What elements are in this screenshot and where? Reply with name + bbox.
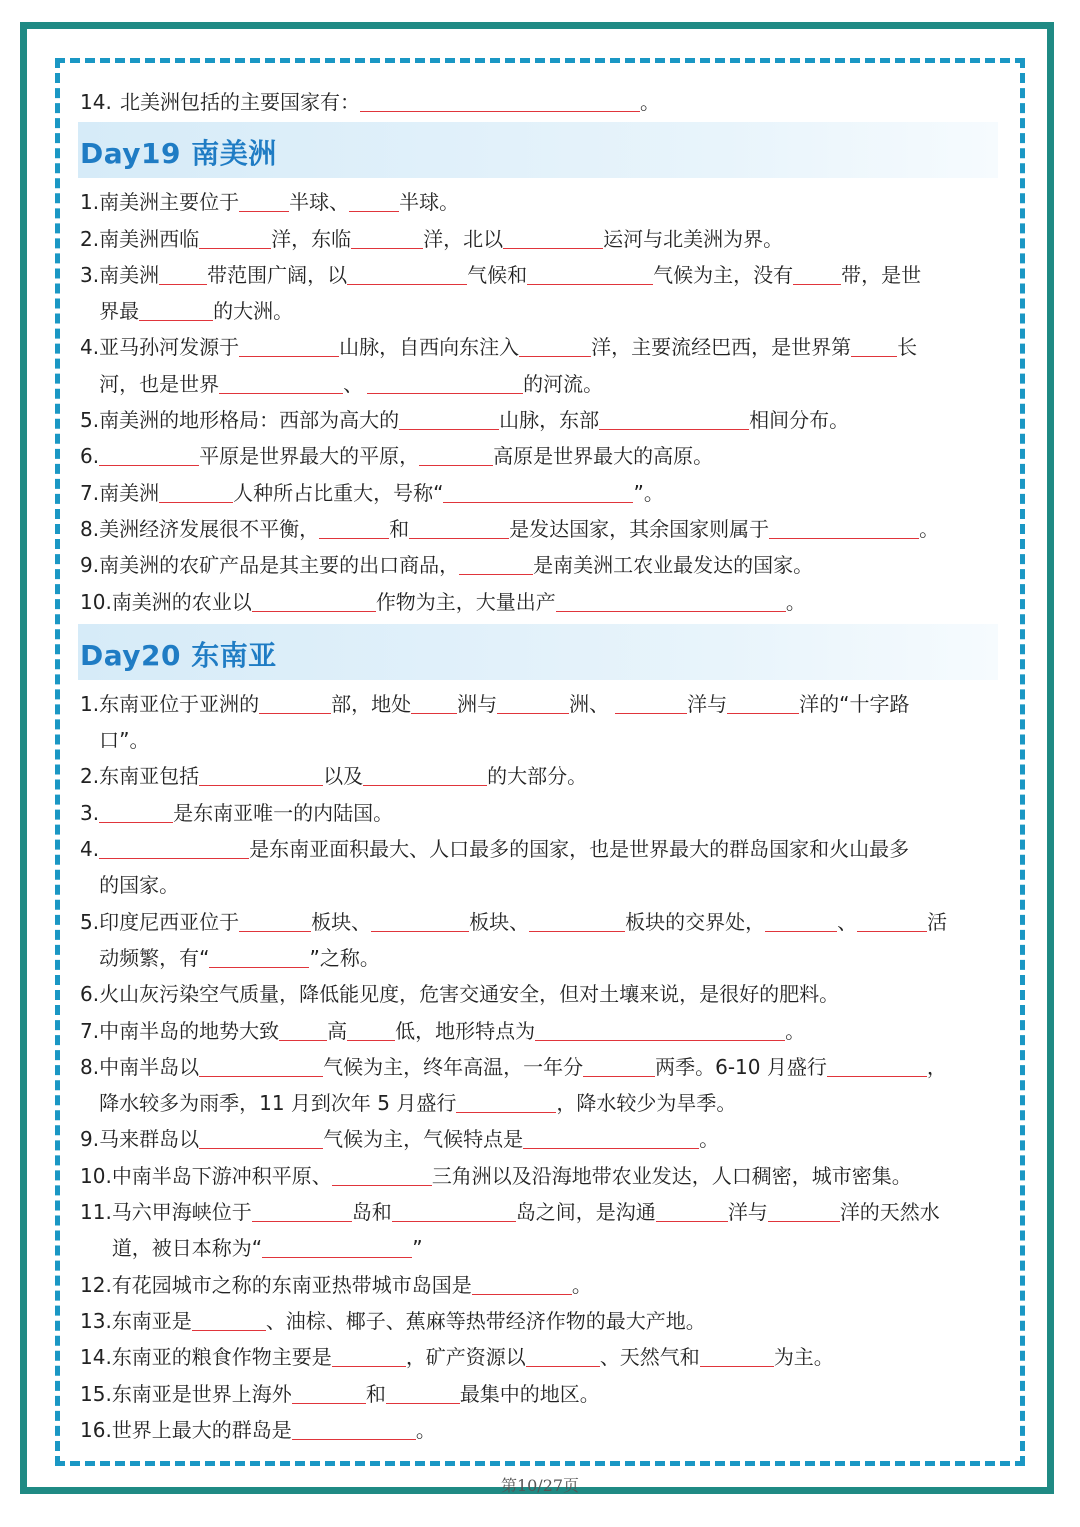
question-number: 5. bbox=[80, 408, 100, 433]
question-text: 和 bbox=[365, 1381, 386, 1406]
question-number: 1. bbox=[80, 691, 100, 716]
answer-blank[interactable] bbox=[851, 338, 897, 357]
question-text: 南美洲的农矿产品是其主要的出口商品， bbox=[99, 553, 460, 578]
question-text: 板块、 bbox=[469, 909, 530, 934]
question-item bbox=[80, 402, 1000, 438]
question-text: 南美洲的农业以 bbox=[111, 589, 252, 614]
question-text: 东南亚包括 bbox=[99, 764, 200, 789]
question-text: 洋，东临 bbox=[271, 226, 352, 251]
answer-blank[interactable] bbox=[332, 1167, 432, 1186]
question-text: 。 bbox=[699, 1127, 720, 1152]
answer-blank[interactable] bbox=[252, 593, 376, 612]
question-number: 10. bbox=[80, 1163, 112, 1188]
question-number: 15. bbox=[80, 1381, 112, 1406]
question-item bbox=[80, 1013, 1000, 1049]
answer-blank[interactable] bbox=[765, 913, 837, 932]
question-text: 人种所占比重大，号称“ bbox=[233, 480, 444, 505]
question-text: 两季。6-10 月盛行 bbox=[655, 1054, 827, 1079]
question-text: 洋的天然水 bbox=[839, 1200, 940, 1225]
question-item bbox=[80, 84, 1000, 120]
answer-blank[interactable] bbox=[519, 338, 591, 357]
question-text: 动频繁，有“ bbox=[99, 945, 210, 970]
section-heading-day19 bbox=[78, 122, 998, 178]
question-text: ，降水较少为旱季。 bbox=[556, 1091, 737, 1116]
question-number: 8. bbox=[80, 1054, 100, 1079]
question-text: 火山灰污染空气质量，降低能见度，危害交通安全，但对土壤来说，是很好的肥料。 bbox=[99, 982, 840, 1007]
question-item bbox=[80, 1158, 1000, 1194]
answer-blank[interactable] bbox=[199, 767, 323, 786]
answer-blank[interactable] bbox=[768, 1203, 840, 1222]
question-text: 洋与 bbox=[687, 691, 728, 716]
question-text: 气候为主，终年高温，一年分 bbox=[323, 1054, 584, 1079]
question-number: 3. bbox=[80, 800, 100, 825]
question-text: 河，也是世界 bbox=[99, 371, 220, 396]
answer-blank[interactable] bbox=[656, 1203, 728, 1222]
question-item bbox=[80, 1303, 1000, 1339]
question-text: 。 bbox=[785, 589, 806, 614]
question-text: 口”。 bbox=[99, 728, 150, 753]
question-number: 2. bbox=[80, 764, 100, 789]
answer-blank[interactable] bbox=[527, 266, 653, 285]
question-item bbox=[80, 1376, 1000, 1412]
answer-blank[interactable] bbox=[700, 1348, 774, 1367]
question-text: 部，地处 bbox=[331, 691, 412, 716]
question-number: 14. bbox=[80, 1345, 112, 1370]
question-text: 洋，北以 bbox=[423, 226, 504, 251]
answer-blank[interactable] bbox=[419, 447, 493, 466]
answer-blank[interactable] bbox=[259, 695, 331, 714]
answer-blank[interactable] bbox=[503, 230, 603, 249]
question-text: 亚马孙河发源于 bbox=[99, 335, 240, 360]
question-text: 洲与 bbox=[457, 691, 498, 716]
answer-blank[interactable] bbox=[456, 1094, 556, 1113]
question-number: 6. bbox=[80, 982, 100, 1007]
question-text: 、天然气和 bbox=[599, 1345, 700, 1370]
question-text: 世界上最大的群岛是 bbox=[111, 1417, 292, 1442]
question-text: 岛和 bbox=[351, 1200, 392, 1225]
question-text: 。 bbox=[415, 1417, 436, 1442]
question-text: ”。 bbox=[633, 480, 664, 505]
answer-blank[interactable] bbox=[599, 411, 749, 430]
question-number: 14. bbox=[80, 90, 112, 114]
answer-blank[interactable] bbox=[262, 1239, 412, 1258]
answer-blank[interactable] bbox=[409, 520, 509, 539]
answer-blank[interactable] bbox=[347, 266, 467, 285]
question-item bbox=[80, 547, 1000, 583]
answer-blank[interactable] bbox=[159, 266, 207, 285]
question-text: 是南美洲工农业最发达的国家。 bbox=[533, 553, 814, 578]
worksheet-content bbox=[80, 84, 1000, 1448]
question-text: 美洲经济发展很不平衡， bbox=[99, 516, 320, 541]
answer-blank[interactable] bbox=[392, 1203, 516, 1222]
question-number: 1. bbox=[80, 190, 100, 215]
question-item bbox=[80, 1267, 1000, 1303]
question-item bbox=[80, 184, 1000, 220]
answer-blank[interactable] bbox=[367, 375, 523, 394]
question-number: 6. bbox=[80, 444, 100, 469]
question-text: 北美洲包括的主要国家有： bbox=[120, 90, 360, 114]
question-text: 高原是世界最大的高原。 bbox=[493, 444, 714, 469]
question-text: 的河流。 bbox=[523, 371, 604, 396]
answer-blank[interactable] bbox=[349, 193, 399, 212]
answer-blank[interactable] bbox=[159, 484, 233, 503]
question-text: 为主。 bbox=[773, 1345, 834, 1370]
question-text: 道，被日本称为“ bbox=[111, 1236, 263, 1261]
question-number: 4. bbox=[80, 335, 100, 360]
question-text: 南美洲西临 bbox=[99, 226, 200, 251]
question-item bbox=[80, 584, 1000, 620]
answer-blank[interactable] bbox=[252, 1203, 352, 1222]
question-text: 东南亚是 bbox=[111, 1308, 192, 1333]
answer-blank[interactable] bbox=[556, 593, 786, 612]
question-item bbox=[80, 475, 1000, 511]
answer-blank[interactable] bbox=[99, 840, 249, 859]
answer-blank[interactable] bbox=[443, 484, 633, 503]
question-text: 、 bbox=[837, 909, 858, 934]
answer-blank[interactable] bbox=[727, 695, 799, 714]
answer-blank[interactable] bbox=[411, 695, 457, 714]
question-text: 中南半岛的地势大致 bbox=[99, 1018, 280, 1043]
question-text: 是东南亚面积最大、人口最多的国家，也是世界最大的群岛国家和火山最多 bbox=[249, 837, 910, 862]
question-number: 4. bbox=[80, 837, 100, 862]
question-text: 带，是世 bbox=[841, 262, 922, 287]
answer-blank[interactable] bbox=[199, 1130, 323, 1149]
answer-blank[interactable] bbox=[529, 913, 625, 932]
answer-blank[interactable] bbox=[351, 230, 423, 249]
answer-blank[interactable] bbox=[139, 302, 213, 321]
question-item bbox=[80, 257, 1000, 330]
question-number: 16. bbox=[80, 1417, 112, 1442]
question-item bbox=[80, 831, 1000, 904]
question-text: 。 bbox=[640, 90, 660, 114]
answer-blank[interactable] bbox=[99, 447, 199, 466]
question-number: 2. bbox=[80, 226, 100, 251]
question-number: 9. bbox=[80, 553, 100, 578]
question-text: 低，地形特点为 bbox=[395, 1018, 536, 1043]
question-text: 的大洲。 bbox=[213, 299, 294, 324]
answer-blank[interactable] bbox=[386, 1385, 460, 1404]
question-number: 13. bbox=[80, 1308, 112, 1333]
question-text: 气候为主，没有 bbox=[653, 262, 794, 287]
question-number: 8. bbox=[80, 516, 100, 541]
question-number: 5. bbox=[80, 909, 100, 934]
question-text: 东南亚的粮食作物主要是 bbox=[111, 1345, 332, 1370]
question-item bbox=[80, 1049, 1000, 1122]
question-text: 最集中的地区。 bbox=[459, 1381, 600, 1406]
answer-blank[interactable] bbox=[793, 266, 841, 285]
answer-blank[interactable] bbox=[319, 520, 389, 539]
answer-blank[interactable] bbox=[239, 338, 339, 357]
question-text: 洋与 bbox=[727, 1200, 768, 1225]
question-item bbox=[80, 795, 1000, 831]
question-text: 东南亚位于亚洲的 bbox=[99, 691, 260, 716]
question-number: 12. bbox=[80, 1272, 112, 1297]
answer-blank[interactable] bbox=[472, 1276, 572, 1295]
answer-blank[interactable] bbox=[209, 949, 309, 968]
answer-blank[interactable] bbox=[399, 411, 499, 430]
answer-blank[interactable] bbox=[857, 913, 927, 932]
question-item bbox=[80, 1194, 1000, 1267]
answer-blank[interactable] bbox=[332, 1348, 406, 1367]
answer-blank[interactable] bbox=[526, 1348, 600, 1367]
answer-blank[interactable] bbox=[827, 1058, 927, 1077]
question-text: ”之称。 bbox=[309, 945, 380, 970]
question-item bbox=[80, 221, 1000, 257]
question-number: 3. bbox=[80, 262, 100, 287]
question-number: 10. bbox=[80, 589, 112, 614]
question-text: 和 bbox=[389, 516, 410, 541]
question-text: 南美洲主要位于 bbox=[99, 190, 240, 215]
question-item bbox=[80, 1339, 1000, 1375]
question-text: 半球、 bbox=[289, 190, 350, 215]
question-item bbox=[80, 1121, 1000, 1157]
answer-blank[interactable] bbox=[99, 804, 173, 823]
question-text: 。 bbox=[785, 1018, 806, 1043]
question-text: 。 bbox=[919, 516, 940, 541]
answer-blank[interactable] bbox=[292, 1421, 416, 1440]
question-text: 活 bbox=[927, 909, 948, 934]
question-text: 山脉，东部 bbox=[499, 408, 600, 433]
question-text: 带范围广阔，以 bbox=[207, 262, 348, 287]
question-text: ， bbox=[926, 1054, 947, 1079]
answer-blank[interactable] bbox=[219, 375, 343, 394]
question-text: 平原是世界最大的平原， bbox=[199, 444, 420, 469]
question-text: 作物为主，大量出产 bbox=[375, 589, 556, 614]
answer-blank[interactable] bbox=[615, 695, 687, 714]
question-text: 长 bbox=[897, 335, 918, 360]
answer-blank[interactable] bbox=[239, 913, 311, 932]
question-text: 板块的交界处， bbox=[625, 909, 766, 934]
answer-blank[interactable] bbox=[363, 767, 487, 786]
question-text: 南美洲的地形格局：西部为高大的 bbox=[99, 408, 400, 433]
question-text: 气候为主，气候特点是 bbox=[323, 1127, 524, 1152]
question-text: 南美洲 bbox=[99, 480, 160, 505]
question-item bbox=[80, 976, 1000, 1012]
answer-blank[interactable] bbox=[371, 913, 469, 932]
question-text: 是发达国家，其余国家则属于 bbox=[509, 516, 770, 541]
question-text: 马来群岛以 bbox=[99, 1127, 200, 1152]
question-text: 东南亚是世界上海外 bbox=[111, 1381, 292, 1406]
question-text: 以及 bbox=[323, 764, 364, 789]
answer-blank[interactable] bbox=[239, 193, 289, 212]
answer-blank[interactable] bbox=[535, 1022, 785, 1041]
section-title: Day19 南美洲 bbox=[80, 137, 277, 171]
question-text: 是东南亚唯一的内陆国。 bbox=[173, 800, 394, 825]
question-text: ，矿产资源以 bbox=[405, 1345, 526, 1370]
question-text: 洲、 bbox=[569, 691, 610, 716]
question-item bbox=[80, 511, 1000, 547]
question-text: 相间分布。 bbox=[749, 408, 850, 433]
question-text: 高 bbox=[327, 1018, 348, 1043]
question-text: 山脉，自西向东注入 bbox=[339, 335, 520, 360]
question-text: 、油棕、椰子、蕉麻等热带经济作物的最大产地。 bbox=[265, 1308, 706, 1333]
answer-blank[interactable] bbox=[347, 1022, 395, 1041]
question-text: 、 bbox=[343, 371, 364, 396]
question-text: 气候和 bbox=[467, 262, 528, 287]
answer-blank[interactable] bbox=[459, 556, 533, 575]
section-title: Day20 东南亚 bbox=[80, 638, 277, 672]
question-text: 的国家。 bbox=[99, 873, 180, 898]
question-text: 马六甲海峡位于 bbox=[111, 1200, 252, 1225]
answer-blank[interactable] bbox=[583, 1058, 655, 1077]
question-number: 7. bbox=[80, 480, 100, 505]
question-item bbox=[80, 438, 1000, 474]
question-number: 9. bbox=[80, 1127, 100, 1152]
answer-blank[interactable] bbox=[279, 1022, 327, 1041]
question-item bbox=[80, 758, 1000, 794]
question-number: 11. bbox=[80, 1200, 112, 1225]
question-text: 半球。 bbox=[399, 190, 460, 215]
question-text: 界最 bbox=[99, 299, 140, 324]
answer-blank[interactable] bbox=[523, 1130, 699, 1149]
question-text: 南美洲 bbox=[99, 262, 160, 287]
answer-blank[interactable] bbox=[199, 1058, 323, 1077]
question-text: 降水较多为雨季，11 月到次年 5 月盛行 bbox=[99, 1091, 457, 1116]
question-text: 岛之间，是沟通 bbox=[515, 1200, 656, 1225]
question-text: 中南半岛以 bbox=[99, 1054, 200, 1079]
answer-blank[interactable] bbox=[497, 695, 569, 714]
section-heading-day20 bbox=[78, 624, 998, 680]
answer-blank[interactable] bbox=[360, 93, 640, 112]
question-text: 洋，主要流经巴西，是世界第 bbox=[591, 335, 852, 360]
answer-blank[interactable] bbox=[769, 520, 919, 539]
question-text: 。 bbox=[571, 1272, 592, 1297]
question-item bbox=[80, 904, 1000, 977]
question-text: 洋的“十字路 bbox=[799, 691, 910, 716]
question-text: 印度尼西亚位于 bbox=[99, 909, 240, 934]
page-number: 第10/27页 bbox=[500, 1476, 580, 1495]
question-text: 有花园城市之称的东南亚热带城市岛国是 bbox=[111, 1272, 472, 1297]
question-text: 运河与北美洲为界。 bbox=[603, 226, 784, 251]
question-text: 三角洲以及沿海地带农业发达，人口稠密，城市密集。 bbox=[431, 1163, 912, 1188]
question-number: 7. bbox=[80, 1018, 100, 1043]
question-text: 中南半岛下游冲积平原、 bbox=[111, 1163, 332, 1188]
question-item bbox=[80, 1412, 1000, 1448]
question-text: 板块、 bbox=[311, 909, 372, 934]
answer-blank[interactable] bbox=[199, 230, 271, 249]
question-text: 的大部分。 bbox=[487, 764, 588, 789]
answer-blank[interactable] bbox=[292, 1385, 366, 1404]
answer-blank[interactable] bbox=[192, 1312, 266, 1331]
question-text: ” bbox=[412, 1236, 423, 1261]
question-item bbox=[80, 686, 1000, 759]
question-item bbox=[80, 329, 1000, 402]
